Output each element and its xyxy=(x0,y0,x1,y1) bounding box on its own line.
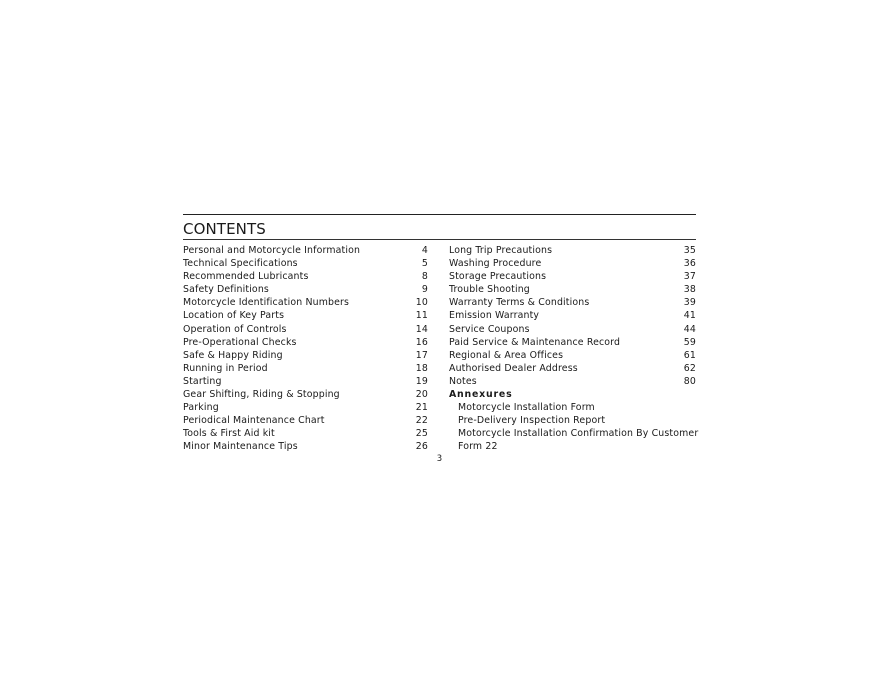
entry-title: Authorised Dealer Address xyxy=(449,362,578,374)
entry-title: Starting xyxy=(183,375,222,387)
annexure-item[interactable] xyxy=(449,414,696,427)
entry-page-number: 10 xyxy=(415,297,428,309)
entry-page-number: 26 xyxy=(415,441,428,453)
contents-entry[interactable] xyxy=(449,349,696,362)
contents-right-column xyxy=(449,244,699,454)
entry-title: Parking xyxy=(183,402,219,414)
contents-entry[interactable] xyxy=(183,336,428,349)
entry-page-number: 44 xyxy=(683,323,696,335)
entry-page-number: 25 xyxy=(415,428,428,440)
annexure-item[interactable] xyxy=(449,427,699,440)
contents-entry[interactable] xyxy=(183,349,428,362)
contents-entry[interactable] xyxy=(449,323,696,336)
entry-title: Safety Definitions xyxy=(183,284,269,296)
entry-title: Periodical Maintenance Chart xyxy=(183,415,325,427)
contents-left-column xyxy=(183,244,428,454)
entry-page-number: 22 xyxy=(415,415,428,427)
entry-title: Form 22 xyxy=(458,441,498,453)
entry-page-number: 8 xyxy=(421,271,428,283)
contents-entry[interactable] xyxy=(183,414,428,427)
entry-title: Gear Shifting, Riding & Stopping xyxy=(183,389,340,401)
contents-entry[interactable] xyxy=(449,283,696,296)
entry-page-number: 38 xyxy=(683,284,696,296)
entry-title: Location of Key Parts xyxy=(183,310,285,322)
annexure-item[interactable] xyxy=(449,440,696,453)
entry-page-number: 41 xyxy=(683,310,696,322)
entry-title: Pre-Operational Checks xyxy=(183,336,297,348)
contents-entry[interactable] xyxy=(183,270,428,283)
contents-entry[interactable] xyxy=(449,296,696,309)
contents-entry[interactable] xyxy=(449,244,696,257)
entry-page-number: 4 xyxy=(421,245,428,256)
entry-page-number: 80 xyxy=(683,375,696,387)
contents-entry[interactable] xyxy=(449,270,696,283)
entry-title: Annexures xyxy=(449,389,513,401)
page-number: 3 xyxy=(436,454,443,464)
page-title: CONTENTS xyxy=(183,220,266,238)
entry-page-number: 59 xyxy=(683,336,696,348)
entry-title: Service Coupons xyxy=(449,323,530,335)
annexures-heading xyxy=(449,388,696,401)
entry-page-number: 37 xyxy=(683,271,696,283)
entry-title: Pre-Delivery Inspection Report xyxy=(458,415,606,427)
contents-entry[interactable] xyxy=(183,375,428,388)
entry-page-number: 11 xyxy=(415,310,428,322)
contents-entry[interactable] xyxy=(449,309,696,322)
contents-entry[interactable] xyxy=(183,388,428,401)
contents-entry[interactable] xyxy=(183,401,428,414)
title-underline xyxy=(183,239,696,240)
contents-entry[interactable] xyxy=(183,362,428,375)
entry-page-number: 16 xyxy=(415,336,428,348)
contents-entry[interactable] xyxy=(449,375,696,388)
entry-page-number: 5 xyxy=(421,258,428,270)
contents-entry[interactable] xyxy=(183,257,428,270)
entry-page-number: 62 xyxy=(683,362,696,374)
entry-title: Running in Period xyxy=(183,362,268,374)
entry-page-number: 17 xyxy=(415,349,428,361)
entry-title: Motorcycle Identification Numbers xyxy=(183,297,350,309)
entry-title: Safe & Happy Riding xyxy=(183,349,283,361)
entry-title: Long Trip Precautions xyxy=(449,245,553,256)
entry-title: Minor Maintenance Tips xyxy=(183,441,298,453)
contents-columns xyxy=(183,244,699,456)
entry-title: Washing Procedure xyxy=(449,258,542,270)
entry-title: Tools & First Aid kit xyxy=(183,428,275,440)
contents-entry[interactable] xyxy=(183,244,428,257)
entry-page-number: 39 xyxy=(683,297,696,309)
contents-entry[interactable] xyxy=(449,336,696,349)
annexure-item[interactable] xyxy=(449,401,696,414)
entry-page-number: 36 xyxy=(683,258,696,270)
entry-page-number: 20 xyxy=(415,389,428,401)
contents-page xyxy=(183,214,699,464)
contents-entry[interactable] xyxy=(183,323,428,336)
contents-entry[interactable] xyxy=(183,296,428,309)
contents-entry[interactable] xyxy=(449,362,696,375)
entry-title: Personal and Motorcycle Information xyxy=(183,245,361,256)
contents-entry[interactable] xyxy=(449,257,696,270)
entry-page-number: 61 xyxy=(683,349,696,361)
entry-title: Notes xyxy=(449,375,477,387)
entry-title: Motorcycle Installation Confirmation By Customer xyxy=(458,428,699,440)
entry-title: Trouble Shooting xyxy=(449,284,530,296)
entry-page-number: 9 xyxy=(421,284,428,296)
contents-entry[interactable] xyxy=(183,309,428,322)
entry-title: Technical Specifications xyxy=(183,258,298,270)
entry-title: Emission Warranty xyxy=(449,310,540,322)
contents-entry[interactable] xyxy=(183,440,428,453)
entry-title: Regional & Area Offices xyxy=(449,349,564,361)
entry-page-number: 14 xyxy=(415,323,428,335)
entry-title: Warranty Terms & Conditions xyxy=(449,297,590,309)
entry-title: Storage Precautions xyxy=(449,271,547,283)
entry-page-number: 19 xyxy=(415,375,428,387)
entry-title: Motorcycle Installation Form xyxy=(458,402,595,414)
contents-entry[interactable] xyxy=(183,427,428,440)
entry-page-number: 18 xyxy=(415,362,428,374)
contents-entry[interactable] xyxy=(183,283,428,296)
entry-title: Paid Service & Maintenance Record xyxy=(449,336,621,348)
entry-page-number: 35 xyxy=(683,245,696,256)
entry-title: Operation of Controls xyxy=(183,323,287,335)
entry-page-number: 21 xyxy=(415,402,428,414)
entry-title: Recommended Lubricants xyxy=(183,271,309,283)
